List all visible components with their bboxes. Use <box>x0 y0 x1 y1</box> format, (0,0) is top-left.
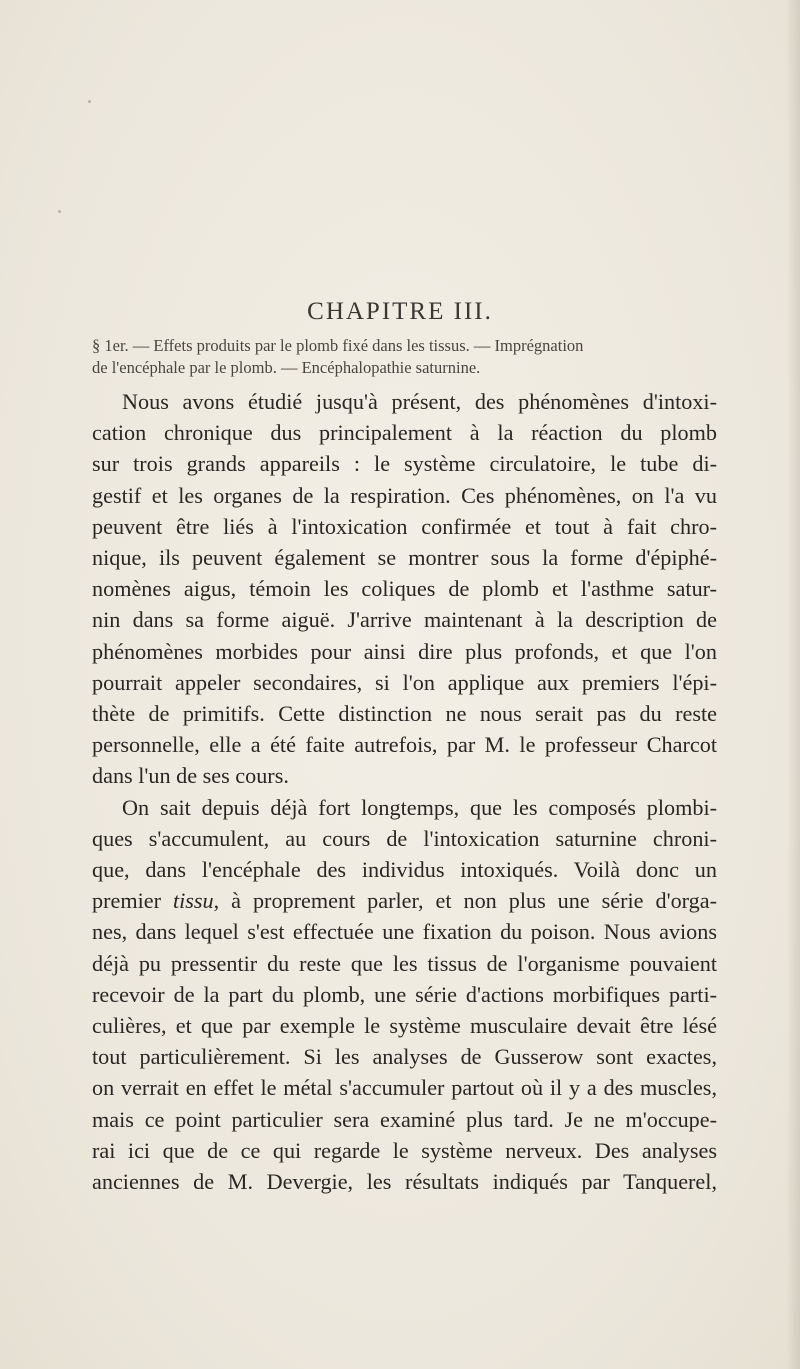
text-line: nomènes aigus, témoin les coliques de plomb et l'asthme satur- <box>92 576 717 602</box>
text-line: sur trois grands appareils : le système circulatoire, le tube di- <box>92 451 717 477</box>
summary-line: § 1er. — Effets produits par le plomb fixé dans les tissus. — Imprégnation <box>92 336 584 355</box>
italic-term: tissu <box>172 888 214 914</box>
text-line: personnelle, elle a été faite autrefois, par M. le professeur Charcot <box>92 732 717 758</box>
text-line: recevoir de la part du plomb, une série d'actions morbifiques parti- <box>92 981 717 1007</box>
page-edge-shadow <box>786 0 800 1369</box>
body-text <box>92 386 717 1197</box>
text-line: dans l'un de ses cours. <box>92 763 289 789</box>
text-line: peuvent être liés à l'intoxication confirmée et tout à fait chro- <box>92 513 717 539</box>
text-line: ques s'accumulent, au cours de l'intoxication saturnine chroni- <box>92 825 717 851</box>
text-line: gestif et les organes de la respiration. Ces phénomènes, on l'a vu <box>92 482 717 508</box>
text-line-mixed <box>92 885 717 916</box>
text-line: On sait depuis déjà fort longtemps, que les composés plombi- <box>122 794 717 820</box>
text-line: pourrait appeler secondaires, si l'on applique aux premiers l'épi- <box>92 669 717 695</box>
text-fragment: , à proprement parler, et non plus une série d'orga- <box>213 888 717 914</box>
text-line: thète de primitifs. Cette distinction ne nous serait pas du reste <box>92 701 717 727</box>
text-line: que, dans l'encéphale des individus intoxiqués. Voilà donc un <box>92 857 717 883</box>
text-line: rai ici que de ce qui regarde le système nerveux. Des analyses <box>92 1137 717 1163</box>
text-line: déjà pu pressentir du reste que les tissus de l'organisme pouvaient <box>92 950 717 976</box>
text-line: nes, dans lequel s'est effectuée une fixation du poison. Nous avions <box>92 919 717 945</box>
paper-speck <box>88 100 91 103</box>
paper-speck <box>58 210 61 213</box>
text-line: phénomènes morbides pour ainsi dire plus profonds, et que l'on <box>92 638 717 664</box>
text-line: cation chronique dus principalement à la réaction du plomb <box>92 420 717 446</box>
text-line: anciennes de M. Devergie, les résultats indiqués par Tanquerel, <box>92 1169 717 1195</box>
text-line: Nous avons étudié jusqu'à présent, des phénomènes d'intoxi- <box>122 389 717 414</box>
text-line: tout particulièrement. Si les analyses de Gusserow sont exactes, <box>92 1044 717 1070</box>
text-line: nique, ils peuvent également se montrer sous la forme d'épiphé- <box>92 545 717 571</box>
summary-line: de l'encéphale par le plomb. — Encéphalopathie saturnine. <box>92 358 481 377</box>
text-line: on verrait en effet le métal s'accumuler partout où il y a des muscles, <box>92 1075 717 1101</box>
text-line: mais ce point particulier sera examiné plus tard. Je ne m'occupe- <box>92 1106 717 1132</box>
section-summary <box>92 335 717 379</box>
text-line: nin dans sa forme aiguë. J'arrive maintenant à la description de <box>92 607 717 633</box>
chapter-title: CHAPITRE III. <box>307 298 493 325</box>
text-fragment: premier <box>92 888 161 914</box>
text-line: culières, et que par exemple le système musculaire devait être lésé <box>92 1013 717 1039</box>
